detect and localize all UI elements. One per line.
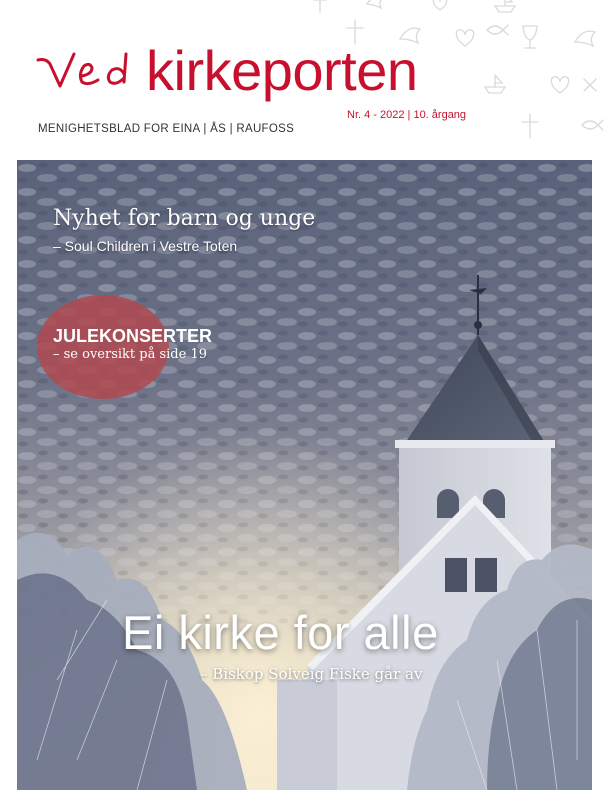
cross-icon: [314, 0, 326, 12]
logo-ved-script: [36, 46, 146, 96]
fish-icon: [487, 25, 508, 35]
ship-icon: [495, 0, 515, 12]
church-photo: [17, 160, 592, 790]
heart-icon: [433, 0, 446, 10]
ship-icon: [485, 75, 505, 93]
feature-subheadline: – Soul Children i Vestre Toten: [53, 238, 238, 254]
cross-icon: [584, 79, 596, 91]
masthead-subtitle: MENIGHETSBLAD FOR EINA | ÅS | RAUFOSS: [38, 123, 295, 135]
dove-icon: [575, 31, 595, 46]
chalice-icon: [523, 26, 537, 48]
cover-main-title: Ei kirke for alle: [122, 606, 439, 659]
cover-main-subtitle: – Biskop Solveig Fiske går av: [200, 665, 423, 683]
issue-info: Nr. 4 - 2022 | 10. årgang: [347, 109, 467, 121]
concert-title: JULEKONSERTER: [53, 326, 213, 346]
cover-photo: [17, 160, 592, 790]
fish-icon: [582, 120, 603, 130]
heart-icon: [456, 30, 473, 46]
heart-icon: [551, 77, 568, 93]
cross-icon: [522, 114, 538, 138]
feature-headline: Nyhet for barn og unge: [53, 206, 316, 231]
dove-icon: [367, 0, 383, 8]
logo-wordmark: kirkeporten: [146, 39, 418, 102]
concert-subtitle: – se oversikt på side 19: [53, 347, 207, 362]
